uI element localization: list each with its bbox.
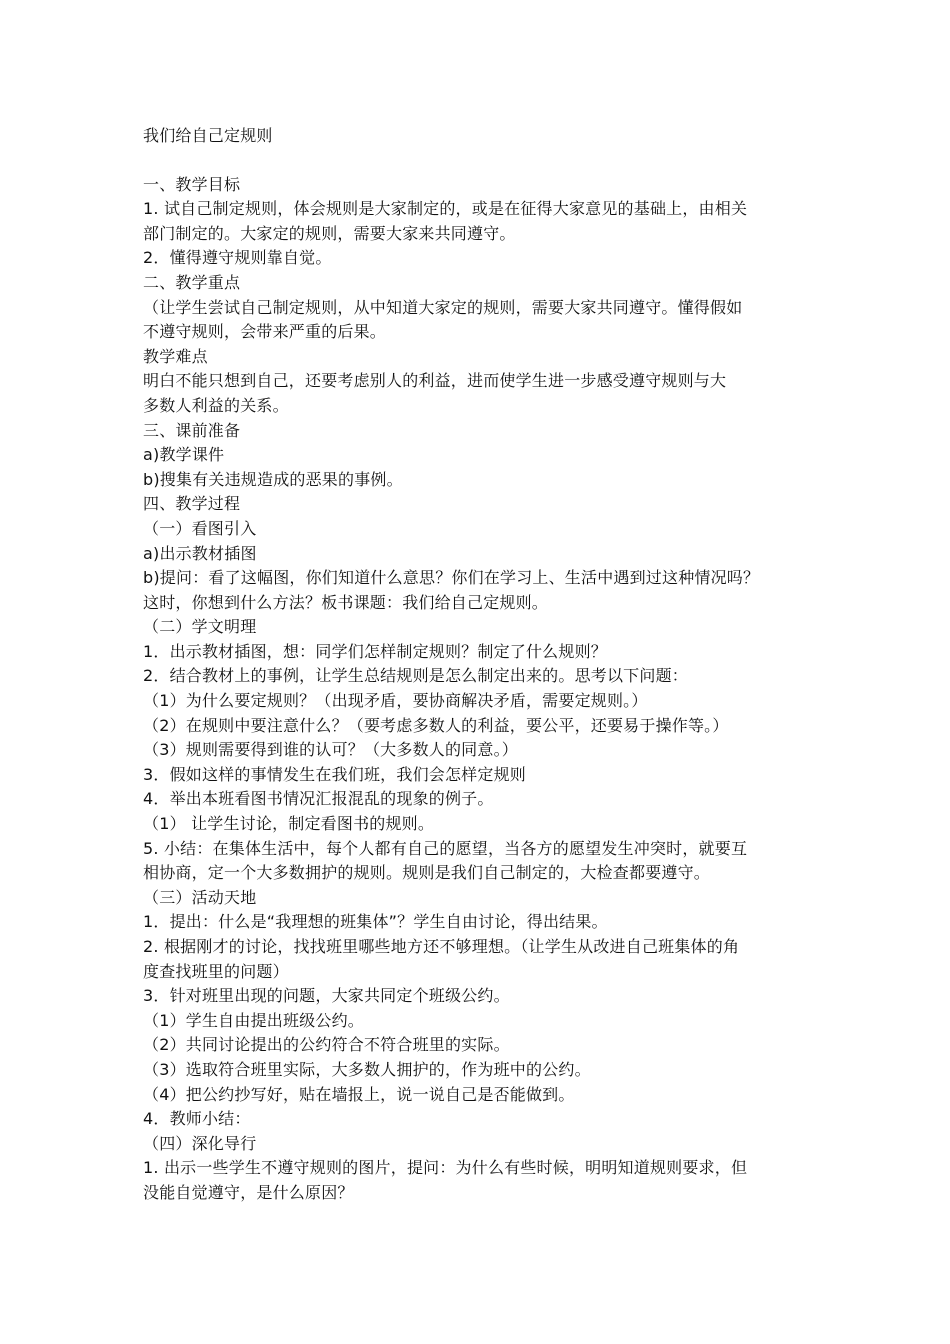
process-step-2-question-3: （3）规则需要得到谁的认可？（大多数人的同意。） xyxy=(143,740,518,760)
preparation-item-b: b)搜集有关违规造成的恶果的事例。 xyxy=(143,469,403,489)
process-step-2-item-2: 2．结合教材上的事例，让学生总结规则是怎么制定出来的。思考以下问题： xyxy=(143,666,688,686)
process-step-2-item-1: 1．出示教材插图，想：同学们怎样制定规则？制定了什么规则？ xyxy=(143,641,607,661)
process-step-2-question-2: （2）在规则中要注意什么？（要考虑多数人的利益，要公平，还要易于操作等。） xyxy=(143,715,729,735)
document-title: 我们给自己定规则 xyxy=(143,126,273,145)
process-step-2-question-1: （1）为什么要定规则？（出现矛盾，要协商解决矛盾，需要定规则。） xyxy=(143,691,648,711)
process-step-4-item-1-line-2: 没能自觉遵守，是什么原因？ xyxy=(143,1182,354,1202)
objective-2: 2．懂得遵守规则靠自觉。 xyxy=(143,248,332,268)
key-point-line-2: 不遵守规则，会带来严重的后果。 xyxy=(143,322,387,342)
process-step-3-sub-4: （4）把公约抄写好，贴在墙报上，说一说自己是否能做到。 xyxy=(143,1084,575,1104)
preparation-item-a: a)教学课件 xyxy=(143,445,225,465)
process-step-2-item-4: 4．举出本班看图书情况汇报混乱的现象的例子。 xyxy=(143,789,494,809)
process-step-1-heading: （一）看图引入 xyxy=(143,518,257,538)
process-step-3-sub-2: （2）共同讨论提出的公约符合不符合班里的实际。 xyxy=(143,1035,510,1055)
process-step-2-item-3: 3．假如这样的事情发生在我们班，我们会怎样定规则 xyxy=(143,764,526,784)
process-step-2-item-4-sub-1: （1） 让学生讨论，制定看图书的规则。 xyxy=(143,814,435,834)
process-step-3-heading: （三）活动天地 xyxy=(143,887,257,907)
process-step-3-item-4: 4．教师小结： xyxy=(143,1109,251,1129)
process-step-3-sub-3: （3）选取符合班里实际，大多数人拥护的，作为班中的公约。 xyxy=(143,1059,591,1079)
difficulty-line-1: 明白不能只想到自己，还要考虑别人的利益，进而使学生进一步感受遵守规则与大 xyxy=(143,371,727,391)
process-step-4-item-1-line-1: 1. 出示一些学生不遵守规则的图片，提问：为什么有些时候，明明知道规则要求，但 xyxy=(143,1158,748,1178)
section-heading-objectives: 一、教学目标 xyxy=(143,174,241,194)
objective-1-line-1: 1. 试自己制定规则，体会规则是大家制定的，或是在征得大家意见的基础上，由相关 xyxy=(143,199,748,219)
title-spacer xyxy=(143,149,813,173)
process-step-1-item-a: a)出示教材插图 xyxy=(143,543,257,563)
process-step-2-summary-line-1: 5. 小结：在集体生活中，每个人都有自己的愿望，当各方的愿望发生冲突时，就要互 xyxy=(143,838,748,858)
section-heading-process: 四、教学过程 xyxy=(143,494,241,514)
objective-1-line-2: 部门制定的。大家定的规则，需要大家来共同遵守。 xyxy=(143,223,516,243)
difficulty-line-2: 多数人利益的关系。 xyxy=(143,395,289,415)
document-body xyxy=(143,124,813,1206)
process-step-1-item-b-line-1: b)提问：看了这幅图，你们知道什么意思？你们在学习上、生活中遇到过这种情况吗？ xyxy=(143,568,760,588)
process-step-3-item-3: 3．针对班里出现的问题，大家共同定个班级公约。 xyxy=(143,986,510,1006)
process-step-3-item-2-line-2: 度查找班里的问题） xyxy=(143,961,289,981)
process-step-3-item-2-line-1: 2. 根据刚才的讨论，找找班里哪些地方还不够理想。（让学生从改进自己班集体的角 xyxy=(143,937,740,956)
process-step-3-item-1: 1．提出：什么是“我理想的班集体”？学生自由讨论，得出结果。 xyxy=(143,912,608,932)
process-step-2-summary-line-2: 相协商，定一个大多数拥护的规则。规则是我们自己制定的，大检查都要遵守。 xyxy=(143,863,711,883)
section-heading-difficulty: 教学难点 xyxy=(143,346,208,366)
process-step-4-heading: （四）深化导行 xyxy=(143,1133,257,1153)
process-step-1-item-b-line-2: 这时，你想到什么方法？板书课题：我们给自己定规则。 xyxy=(143,592,549,612)
section-heading-key-points: 二、教学重点 xyxy=(143,272,241,292)
process-step-2-heading: （二）学文明理 xyxy=(143,617,257,637)
key-point-line-1: （让学生尝试自己制定规则，从中知道大家定的规则，需要大家共同遵守。懂得假如 xyxy=(143,297,743,317)
process-step-3-sub-1: （1）学生自由提出班级公约。 xyxy=(143,1010,364,1030)
section-heading-preparation: 三、课前准备 xyxy=(143,420,241,440)
